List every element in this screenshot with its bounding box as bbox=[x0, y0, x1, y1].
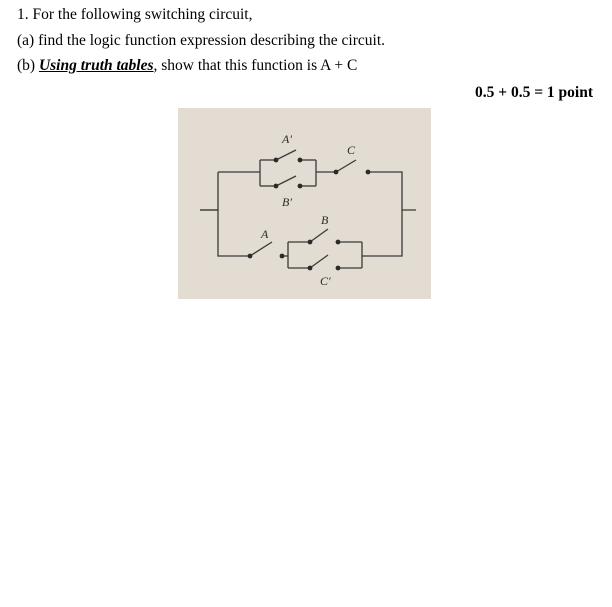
label-a-prime: A′ bbox=[282, 132, 292, 146]
points-label: 0.5 + 0.5 = 1 point bbox=[475, 84, 593, 101]
photo-background bbox=[178, 108, 431, 299]
part-b-prefix: (b) bbox=[17, 57, 39, 74]
circuit-figure bbox=[178, 108, 431, 299]
part-b-suffix: , show that this function is A + C bbox=[153, 57, 358, 74]
label-c: C bbox=[347, 143, 356, 157]
label-a: A bbox=[261, 227, 269, 241]
label-b-prime: B′ bbox=[282, 195, 292, 209]
question-part-a: (a) find the logic function expression describing the circuit. bbox=[17, 32, 386, 49]
label-b: B bbox=[321, 213, 329, 227]
label-c-prime: C′ bbox=[320, 274, 331, 288]
question-part-b bbox=[17, 57, 357, 75]
part-b-emphasis: Using truth tables bbox=[38, 57, 154, 74]
question-line-1: 1. For the following switching circuit, bbox=[17, 6, 253, 23]
